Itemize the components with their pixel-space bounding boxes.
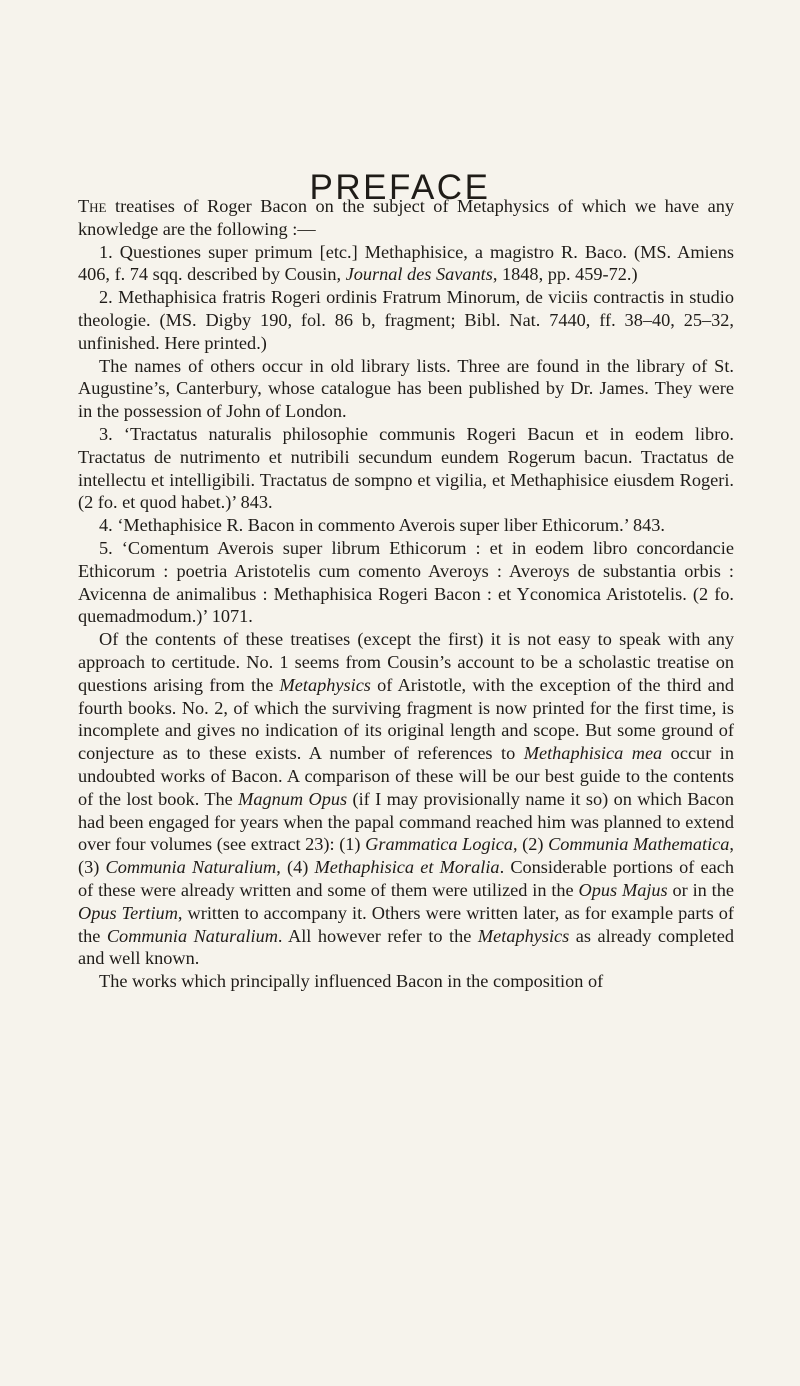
intro-paragraph xyxy=(78,195,734,241)
intro-text: treatises of Roger Bacon on the subject of Metaphysics of which we have any knowledge are the following :— xyxy=(78,196,734,239)
text-seg: , (3) xyxy=(78,834,734,878)
text-seg: . All however refer to the xyxy=(277,925,478,946)
item-2-paragraph: 2. Methaphisica fratris Rogeri ordinis Fratrum Minorum, de viciis contractis in studio theologie. (MS. Digby 190, fol. 86 b, fragment; Bibl. Nat. 7440, ff. 38–40, 25–32, unfinished. Here printed.) xyxy=(78,287,734,353)
text-seg: occur in undoubted works of Bacon. A comparison of these will be our best guide to the contents of the lost book. The xyxy=(78,743,734,809)
italic-title: Metaphysics xyxy=(279,674,371,695)
item-4-paragraph: 4. ‘Methaphisice R. Bacon in commento Averois super liber Ethicorum.’ 843. xyxy=(99,515,665,536)
item-1-text-b: , 1848, pp. 459-72.) xyxy=(492,264,638,285)
text-seg: , (2) xyxy=(512,834,549,855)
italic-title: Grammatica Logica xyxy=(365,834,513,855)
text-seg: Of the contents of these treatises (except the first) it is not easy to speak with any approach to certitude. No. 1 seems from Cousin’s account to be a scholastic treatise on questions arising from the xyxy=(78,629,734,695)
item-5-paragraph: 5. ‘Comentum Averois super librum Ethicorum : et in eodem libro concordancie Ethicorum : poetria Aristotelis cum comento Averoys : Averoys de substantia orbis : Avicenna de animalibus : Methaphisica Rogeri Bacon : et Yconomica Aristotelis. (2 fo. quemadmodum.)’ 1071. xyxy=(78,537,734,627)
italic-title: Magnum Opus xyxy=(238,788,348,809)
item-1-paragraph xyxy=(78,241,734,287)
text-seg: or in the xyxy=(667,879,735,900)
italic-title: Methaphisica mea xyxy=(523,743,663,764)
text-seg: . Considerable portions of each of these were already written and some of them were utilized in the xyxy=(78,857,734,900)
text-seg: of Aristotle, with the exception of the third and fourth books. No. 2, of which the surviving fragment is now printed for the first time, is incomplete and gives no indication of its original length and scope. But some ground of conjecture as to these exists. A number of references to xyxy=(78,674,734,764)
influences-paragraph: The works which principally influenced Bacon in the composition of xyxy=(99,971,604,992)
preface-body xyxy=(78,195,734,993)
item-1-journal: Journal des Savants xyxy=(345,264,493,285)
italic-title: Communia Mathematica xyxy=(548,834,730,855)
page-title: PREFACE xyxy=(309,168,491,208)
italic-title: Communia Naturalium xyxy=(106,925,278,946)
library-lists-paragraph: The names of others occur in old library lists. Three are found in the library of St. Augustine’s, Canterbury, whose catalogue has been published by Dr. James. They were in the possession of John of London. xyxy=(78,355,734,422)
text-seg: , written to accompany it. Others were written later, as for example parts of the xyxy=(78,902,734,946)
italic-title: Communia Naturalium xyxy=(105,857,277,878)
item-3-paragraph: 3. ‘Tractatus naturalis philosophie communis Rogeri Bacun et in eodem libro. Tractatus de nutrimento et nutribili secundum eundem Rogerum bacun. Tractatus de intellectu et intelligibili. Tractatus de sompno et vigilia, et Methaphisice eiusdem Rogeri. (2 fo. et quod habet.)’ 843. xyxy=(78,423,734,513)
italic-title: Opus Tertium xyxy=(78,902,178,923)
text-seg: (if I may provisionally name it so) on which Bacon had been engaged for years when the papal command reached him was planned to extend over four volumes (see extract 23): (1) xyxy=(78,788,734,855)
text-seg: , (4) xyxy=(276,857,315,878)
italic-title: Metaphysics xyxy=(477,925,570,946)
italic-title: Methaphisica et Moralia xyxy=(314,857,500,878)
contents-paragraph xyxy=(78,628,734,970)
text-seg: as already completed and well known. xyxy=(78,925,734,969)
item-1-text-a: 1. Questiones super primum [etc.] Methaphisice, a magistro R. Baco. (MS. Amiens 406, f. 74 sqq. described by Cousin, xyxy=(78,241,734,285)
italic-title: Opus Majus xyxy=(578,879,668,900)
lead-word: The xyxy=(78,196,107,216)
